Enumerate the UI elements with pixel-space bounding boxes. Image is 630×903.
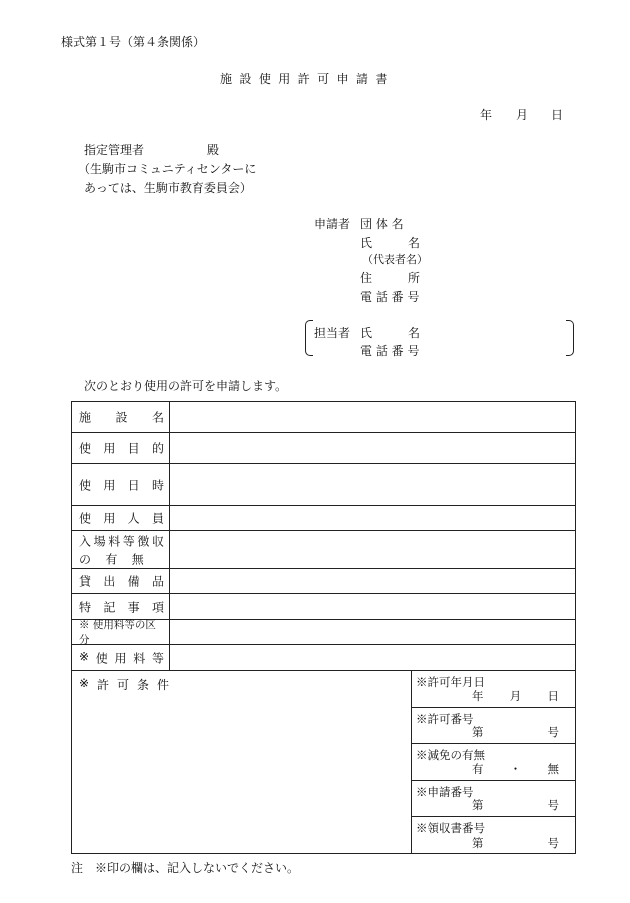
row-label-char: 設	[115, 410, 128, 425]
table-row	[72, 464, 575, 506]
left-bracket	[305, 320, 313, 356]
applicant-address-label: 住 所	[360, 271, 421, 285]
row-label-char: 項	[151, 600, 164, 614]
row-label-char: 用	[103, 478, 116, 492]
conditions-area	[72, 671, 575, 853]
office-use-column	[411, 671, 575, 853]
table-row	[72, 531, 575, 569]
row-label-char: 員	[151, 511, 164, 526]
date-year: 年	[480, 108, 493, 122]
office-cell	[412, 781, 575, 818]
contact-phone-label: 電 話 番 号	[360, 344, 420, 358]
office-cell-title: ※許可番号	[416, 711, 474, 726]
conditions-label-char: 件	[156, 678, 169, 692]
date-day: 日	[551, 108, 564, 122]
conditions-label-char: ※	[79, 676, 90, 690]
table-row	[72, 645, 575, 671]
office-cell-value-part: 号	[547, 835, 559, 850]
addressee-note2: あっては、生駒市教育委員会）	[84, 181, 252, 195]
contact-label: 担当者	[314, 326, 351, 340]
table-row	[72, 569, 575, 594]
row-label-char: 収	[151, 534, 164, 549]
row-label-char: 料	[108, 534, 121, 549]
row-label-attendance	[79, 510, 164, 527]
office-cell-value-part: 有	[472, 761, 484, 776]
office-cell-value	[472, 724, 559, 740]
row-label-notes	[79, 598, 164, 615]
row-label-char: ※	[79, 649, 90, 663]
office-cell-value	[472, 835, 559, 851]
office-cell-value-part: 月	[509, 688, 522, 703]
office-cell-title: ※許可年月日	[416, 675, 485, 689]
row-label-char: 貸	[79, 574, 92, 589]
row-label-fee-category	[79, 617, 164, 647]
row-label-rental	[79, 573, 164, 590]
row-label-char: 日	[127, 478, 140, 492]
form-title: 施 設 使 用 許 可 申 請 書	[220, 72, 390, 86]
applicant-org-label: 団 体 名	[360, 217, 404, 231]
row-label-char: 事	[127, 600, 140, 614]
row-label-char: 備	[127, 574, 140, 589]
office-cell-value-part: 第	[472, 725, 484, 740]
table-row	[72, 402, 575, 433]
applicant-name-label: 氏 名	[360, 236, 421, 250]
table-row	[72, 433, 575, 464]
office-cell-value-part: 無	[547, 761, 559, 776]
right-bracket	[566, 320, 574, 356]
footnote: 注 ※印の欄は、記入しないでください。	[71, 861, 300, 875]
row-label-char: 的	[151, 441, 164, 456]
intro-text: 次のとおり使用の許可を申請します。	[84, 379, 288, 393]
row-label-char: 特	[79, 600, 92, 614]
row-label-char: 等	[122, 534, 135, 549]
office-cell-value-part: 号	[547, 798, 559, 813]
row-label-char: 品	[151, 574, 164, 589]
row-label-char: 時	[151, 478, 164, 492]
row-label-char: 用	[103, 511, 116, 526]
row-label-char: 使	[95, 651, 108, 665]
conditions-label	[79, 676, 169, 693]
row-label-char: 場	[93, 534, 106, 549]
office-cell-value-part: ・	[509, 761, 522, 776]
applicant-phone-label: 電 話 番 号	[360, 290, 420, 304]
addressee-note1: （生駒市コミュニティセンターに	[78, 162, 257, 176]
office-cell	[412, 708, 575, 745]
row-label-char: 用	[103, 441, 116, 456]
office-cell-value	[472, 797, 559, 813]
row-label-char: 徴	[137, 534, 150, 549]
office-cell-title: ※減免の有無	[416, 748, 485, 763]
applicant-label: 申請者	[314, 217, 351, 231]
row-label-char: 目	[127, 441, 140, 456]
row-label-admission	[79, 533, 164, 550]
addressee-title: 指定管理者	[84, 143, 145, 157]
row-label-char: 出	[103, 574, 116, 589]
row-label-char: 名	[151, 410, 164, 425]
row-label-char: 施	[79, 410, 92, 425]
office-cell-value-part: 第	[472, 798, 484, 813]
row-label-char: 使	[79, 441, 92, 456]
office-cell-value-part: 年	[472, 688, 484, 703]
row-label-char: ※ 使用料等の区分	[79, 619, 156, 646]
office-cell-title: ※領収書番号	[416, 821, 485, 836]
row-label-char: 使	[79, 478, 92, 492]
row-label-admission-2: の 有 無	[79, 552, 146, 567]
row-label-datetime	[79, 476, 164, 493]
row-label-purpose	[79, 440, 164, 457]
contact-name-label: 氏 名	[360, 326, 421, 340]
conditions-label-char: 可	[117, 678, 130, 692]
row-label-char: 等	[151, 651, 164, 665]
row-label-char: 料	[133, 651, 146, 665]
row-label-facility	[79, 409, 164, 426]
office-cell-value-part: 号	[547, 725, 559, 740]
office-cell-title: ※申請番号	[416, 784, 474, 799]
office-cell-value-part: 第	[472, 835, 484, 850]
office-cell	[412, 671, 575, 708]
conditions-label-char: 条	[137, 678, 150, 692]
form-number: 様式第１号（第４条関係）	[61, 35, 206, 49]
row-label-fee	[79, 649, 164, 666]
application-table	[71, 401, 576, 854]
addressee-honorific: 殿	[207, 143, 220, 157]
row-label-char: 用	[114, 651, 127, 665]
office-cell-value-part: 日	[547, 688, 559, 703]
office-cell	[412, 817, 575, 854]
date-month: 月	[516, 108, 529, 122]
office-cell-value	[472, 688, 559, 704]
row-label-char: 人	[127, 511, 140, 526]
row-label-char: 使	[79, 511, 92, 526]
row-label-char: 記	[103, 600, 116, 614]
table-row	[72, 506, 575, 531]
table-row	[72, 620, 575, 645]
row-label-char: 入	[79, 534, 92, 549]
office-cell-value	[472, 761, 559, 777]
office-cell	[412, 744, 575, 781]
conditions-label-char: 許	[97, 678, 110, 692]
applicant-rep-label: （代表者名）	[362, 253, 428, 266]
